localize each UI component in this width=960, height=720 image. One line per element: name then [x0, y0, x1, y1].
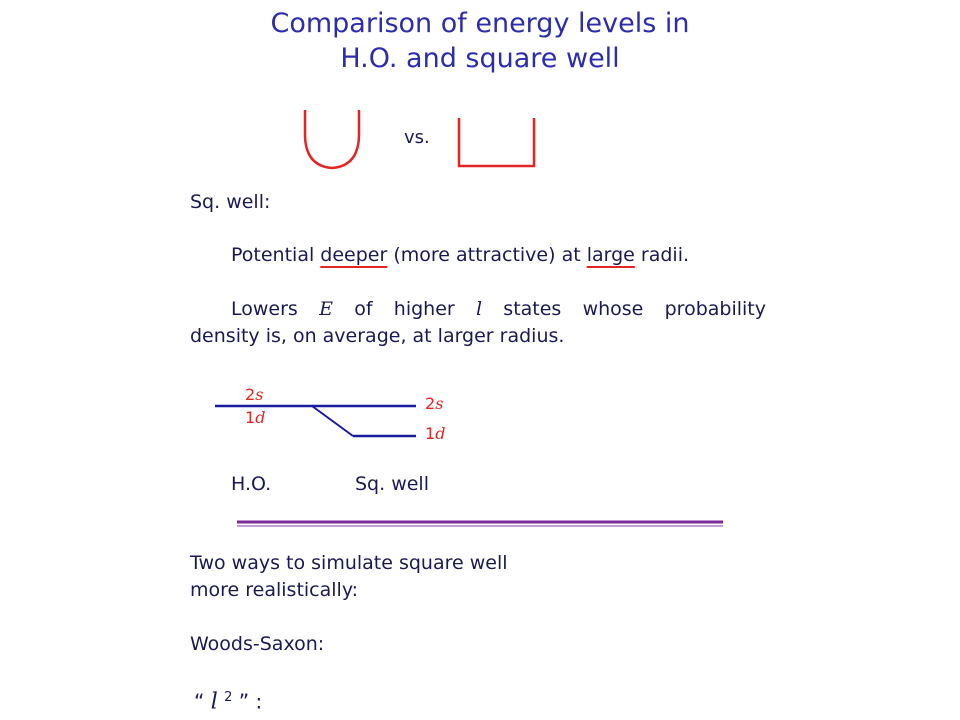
p1-text-before: Potential: [231, 244, 321, 266]
l-squared-heading: [194, 684, 262, 716]
connector-line: [312, 406, 353, 436]
sq-well-1d-label: [425, 424, 445, 443]
sq-well-label: Sq. well: [355, 473, 429, 495]
l2-exponent: 2: [224, 690, 233, 705]
p2-word-higher: higher: [393, 298, 455, 320]
paragraph-lowers-line-1: [231, 296, 766, 323]
l2-open-quote: “: [194, 689, 205, 714]
p1-text-after: radii.: [634, 244, 690, 266]
p2-symbol-E: E: [319, 298, 333, 320]
paragraph-potential-deeper: [231, 242, 689, 269]
sq-1d-symbol: d: [435, 424, 446, 443]
p1-word-large: large: [586, 244, 635, 266]
vs-label: vs.: [404, 127, 430, 148]
energy-level-diagram: [210, 390, 430, 450]
title-line-2: H.O. and square well: [340, 43, 620, 74]
l2-colon: :: [255, 689, 263, 714]
page-title: [0, 6, 960, 76]
ho-2s-symbol: s: [255, 385, 264, 404]
harmonic-oscillator-potential: [305, 110, 359, 168]
ho-1d-symbol: d: [255, 408, 266, 427]
two-ways-line-2: more realistically:: [190, 579, 359, 601]
paragraph-lowers-line-2: density is, on average, at larger radius.: [190, 325, 565, 347]
p1-word-deeper: deeper: [320, 244, 388, 266]
ho-2s-label: [245, 385, 263, 404]
l2-symbol-l: l: [210, 689, 218, 715]
p2-word-whose: whose: [582, 298, 644, 320]
woods-saxon-heading: Woods-Saxon:: [190, 633, 325, 655]
p2-symbol-l: l: [475, 298, 483, 320]
p2-word-states: states: [503, 298, 562, 320]
p2-word-probability: probability: [664, 298, 766, 320]
title-line-1: Comparison of energy levels in: [270, 8, 690, 39]
p2-word-lowers: Lowers: [231, 298, 298, 320]
section-divider: [235, 519, 725, 529]
l2-close-quote: ”: [238, 689, 250, 714]
ho-label: H.O.: [231, 473, 272, 495]
sq-well-heading: Sq. well:: [190, 191, 271, 213]
two-ways-line-1: Two ways to simulate square well: [190, 552, 508, 574]
ho-2s-number: 2: [245, 385, 256, 404]
ho-1d-number: 1: [245, 408, 256, 427]
sq-1d-number: 1: [425, 424, 436, 443]
ho-1d-label: [245, 408, 265, 427]
square-well-potential: [459, 118, 534, 166]
p1-text-middle: (more attractive) at: [387, 244, 587, 266]
sq-well-2s-label: [425, 394, 443, 413]
sq-2s-symbol: s: [435, 394, 444, 413]
sq-2s-number: 2: [425, 394, 436, 413]
p2-word-of: of: [354, 298, 373, 320]
